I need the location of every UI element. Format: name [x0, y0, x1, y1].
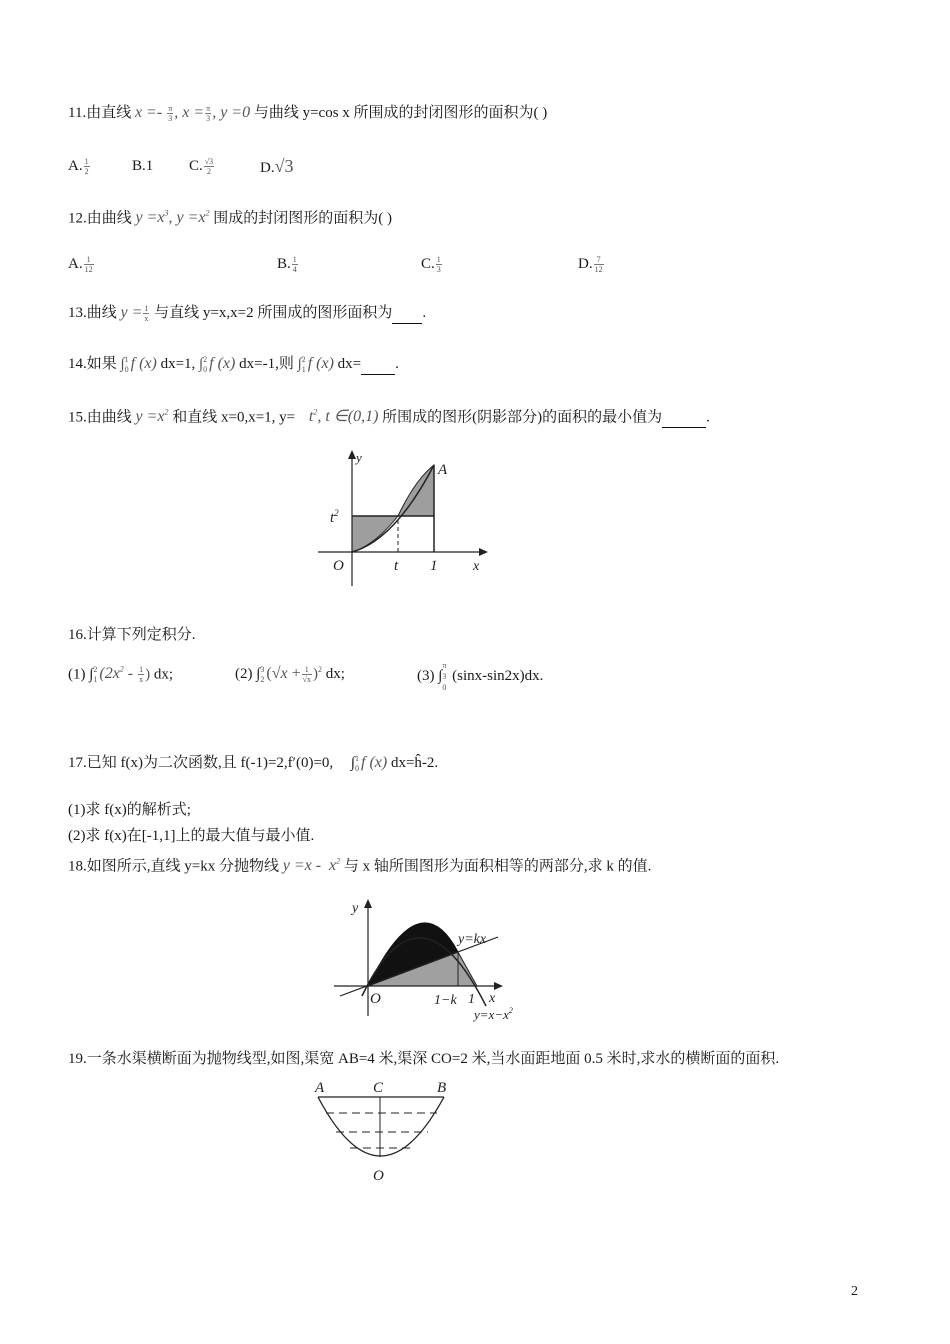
q15-one-label: 1	[430, 558, 438, 574]
q16-part-2: (2) ∫ 3 2 (√x + $\frac{1}{√x}$ )$^2$ dx;	[235, 664, 345, 685]
q18-curve-label: $y=x-x^2$	[474, 1006, 513, 1022]
q12-stem: 12.由曲线 $y =x^3$, $y =x^2$ 围成的封闭图形的面积为( )	[68, 209, 393, 227]
q11-option-c: C. $\frac{√3}{2}$	[189, 157, 214, 177]
q19-label-c: C	[373, 1080, 384, 1096]
q18-origin-label: O	[370, 991, 381, 1007]
q16-part-3: (3) ∫ π 3 0 (sinx-sin2x)dx.	[417, 661, 544, 692]
q18-line-label: y=kx	[458, 932, 487, 947]
q18-x-label: x	[489, 991, 496, 1006]
q18-one-minus-k-label: 1−k	[434, 993, 457, 1008]
q12-option-b: B. $\frac{1}{4}$	[277, 255, 297, 275]
q15-stem: 15.由曲线 $y =x^2$ 和直线 x=0,x=1, $y= t^2$, t ∈(0,1) 所围成的图形(阴影部分)的面积的最小值为 .	[68, 403, 710, 428]
q18-y-label: y	[352, 901, 359, 916]
q11-stem: 11.由直线 x =- $\frac{\pi}{3}$ , x = $\frac{\pi}{3}$ , y =0 与曲线 y=cos x 所围成的封闭图形的面积为( )	[68, 104, 548, 124]
q12-option-d: D. $\frac{7}{12}$	[578, 255, 603, 275]
page-number: 2	[851, 1284, 858, 1299]
q11-option-a: A. $\frac{1}{2}$	[68, 157, 89, 177]
q11-option-d: D.√3	[260, 156, 294, 176]
q12-option-a: A. $\frac{1}{12}$	[68, 255, 93, 275]
q19-label-o: O	[373, 1168, 384, 1184]
q17-stem: 17.已知 f(x)为二次函数,且 f(-1)=2,f′(0)=0, ∫ 1 0 f (x) dx=ĥ-2.	[68, 753, 439, 773]
q15-x-label: x	[473, 559, 480, 574]
q15-t-sq-label: $t^2$	[330, 508, 339, 526]
q18-one-label: 1	[468, 992, 475, 1007]
q19-parabola	[318, 1097, 444, 1156]
q17-sub-2: (2)求 f(x)在[-1,1]上的最大值与最小值.	[68, 828, 315, 844]
q11-option-b: B.1	[132, 158, 154, 174]
q16-part-1: (1) ∫ 2 1 ($2x^2$ - $\frac{1}{x}$ ) dx;	[68, 664, 174, 685]
q13-stem: 13.曲线 y = $\frac{1}{x}$ 与直线 y=x,x=2 所围成的图形面积为 .	[68, 304, 427, 324]
q19-label-a: A	[315, 1080, 325, 1096]
q12-option-c: C. $\frac{1}{3}$	[421, 255, 441, 275]
q15-y-label: y	[356, 450, 362, 465]
q19-stem: 19.一条水渠横断面为抛物线型,如图,渠宽 AB=4 米,渠深 CO=2 米,当水面距地面 0.5 米时,求水的横断面的面积.	[68, 1051, 780, 1067]
q15-point-a: A	[438, 462, 448, 478]
q19-label-b: B	[437, 1080, 447, 1096]
q17-sub-1: (1)求 f(x)的解析式;	[68, 802, 191, 818]
q15-t-label: t	[394, 558, 399, 574]
q15-origin-label: O	[333, 558, 344, 574]
q18-stem: 18.如图所示,直线 y=kx 分抛物线 $y =x - x^2$ 与 x 轴所围图形为面积相等的两部分,求 k 的值.	[68, 857, 652, 875]
q16-stem: 16.计算下列定积分.	[68, 627, 196, 643]
q14-stem: 14.如果 ∫ 1 0 f (x) dx=1, ∫ 2 0 f (x) dx=-1,则 ∫ 2 1 f (x) dx= .	[68, 354, 399, 374]
